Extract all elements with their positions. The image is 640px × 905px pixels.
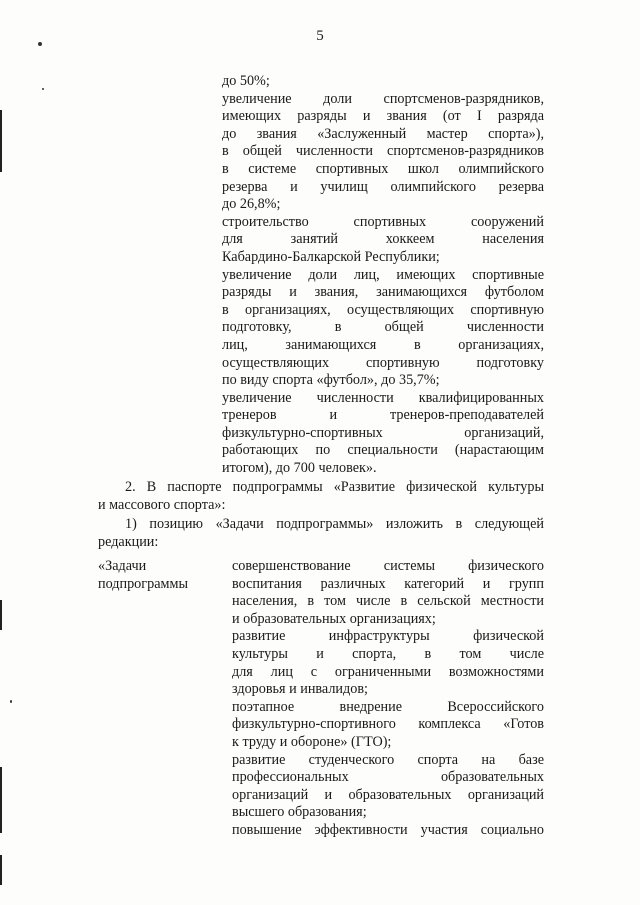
text-line: населения, в том числе в сельской местности [232, 593, 544, 610]
text-line: «Задачи [98, 558, 147, 574]
scan-mark [0, 767, 2, 833]
text-line: по виду спорта «футбол», до 35,7%; [222, 372, 440, 389]
text-line: тренеров и тренеров-преподавателей [222, 407, 544, 424]
text-line: здоровья и инвалидов; [232, 681, 368, 698]
text-line: и образовательных организациях; [232, 610, 436, 627]
text-line: увеличение численности квалифицированных [222, 389, 544, 406]
text-line: разряды и звания, занимающихся футболом [222, 284, 544, 301]
text-line: строительство спортивных сооружений [222, 213, 544, 230]
text-line: физкультурно-спортивного комплекса «Готов [232, 716, 544, 733]
text-line: культуры и спорта, в том числе [232, 645, 544, 662]
text-line: редакции: [98, 533, 159, 550]
text-line: поэтапное внедрение Всероссийского [232, 698, 544, 715]
paragraph-2-passport [98, 479, 544, 514]
text-line: до звания «Заслуженный мастер спорта»), [222, 125, 544, 142]
text-line: повышение эффективности участия социально [232, 821, 544, 838]
text-line: до 50%; [222, 73, 270, 89]
text-line: работающих по специальности (нарастающим [222, 442, 544, 459]
text-line: воспитания различных категорий и групп [232, 575, 544, 592]
text-line: в организациях, осуществляющих спортивную [222, 301, 544, 318]
text-line: для лиц с ограниченными возможностями [232, 663, 544, 680]
text-line: резерва и училищ олимпийского резерва [222, 178, 544, 195]
text-line: и массового спорта»: [98, 496, 226, 513]
text-line: имеющих разряды и звания (от I разряда [222, 108, 544, 125]
indicators-continuation [222, 73, 544, 478]
text-line: до 26,8%; [222, 196, 281, 213]
text-line: в общей численности спортсменов-разрядников [222, 143, 544, 160]
text-line: 1) позицию «Задачи подпрограммы» изложить в следующей [125, 516, 544, 532]
text-line: развитие инфраструктуры физической [232, 628, 544, 645]
scan-mark [0, 855, 2, 885]
text-line: 2. В паспорте подпрограммы «Развитие физической культуры [125, 479, 544, 495]
text-line: лиц, занимающихся в организациях, [222, 336, 544, 353]
text-line: Кабардино-Балкарской Республики; [222, 248, 440, 265]
text-line: развитие студенческого спорта на базе [232, 751, 544, 768]
text-line: в системе спортивных школ олимпийского [222, 160, 544, 177]
text-line: увеличение доли спортсменов-разрядников, [222, 90, 544, 107]
text-line: организаций и образовательных организаций [232, 786, 544, 803]
tasks-label [98, 558, 218, 593]
text-line: физкультурно-спортивных организаций, [222, 424, 544, 441]
text-line: итогом), до 700 человек». [222, 460, 377, 477]
tasks-content [232, 558, 544, 840]
text-line: профессиональных образовательных [232, 769, 544, 786]
scan-speck [42, 88, 44, 90]
text-line: к труду и обороне» (ГТО); [232, 733, 392, 750]
scan-mark [0, 600, 2, 630]
text-line: подпрограммы [98, 575, 188, 592]
text-line: подготовку, в общей численности [222, 319, 544, 336]
text-line: осуществляющих спортивную подготовку [222, 354, 544, 371]
page-number: 5 [316, 28, 324, 44]
scan-speck [38, 42, 42, 46]
scan-speck [10, 700, 12, 703]
text-line: высшего образования; [232, 804, 367, 821]
paragraph-1-tasks-position [98, 516, 544, 551]
text-line: увеличение доли лиц, имеющих спортивные [222, 266, 544, 283]
text-line: для занятий хоккеем населения [222, 231, 544, 248]
text-line: совершенствование системы физического [232, 558, 544, 574]
scan-mark [0, 110, 2, 172]
